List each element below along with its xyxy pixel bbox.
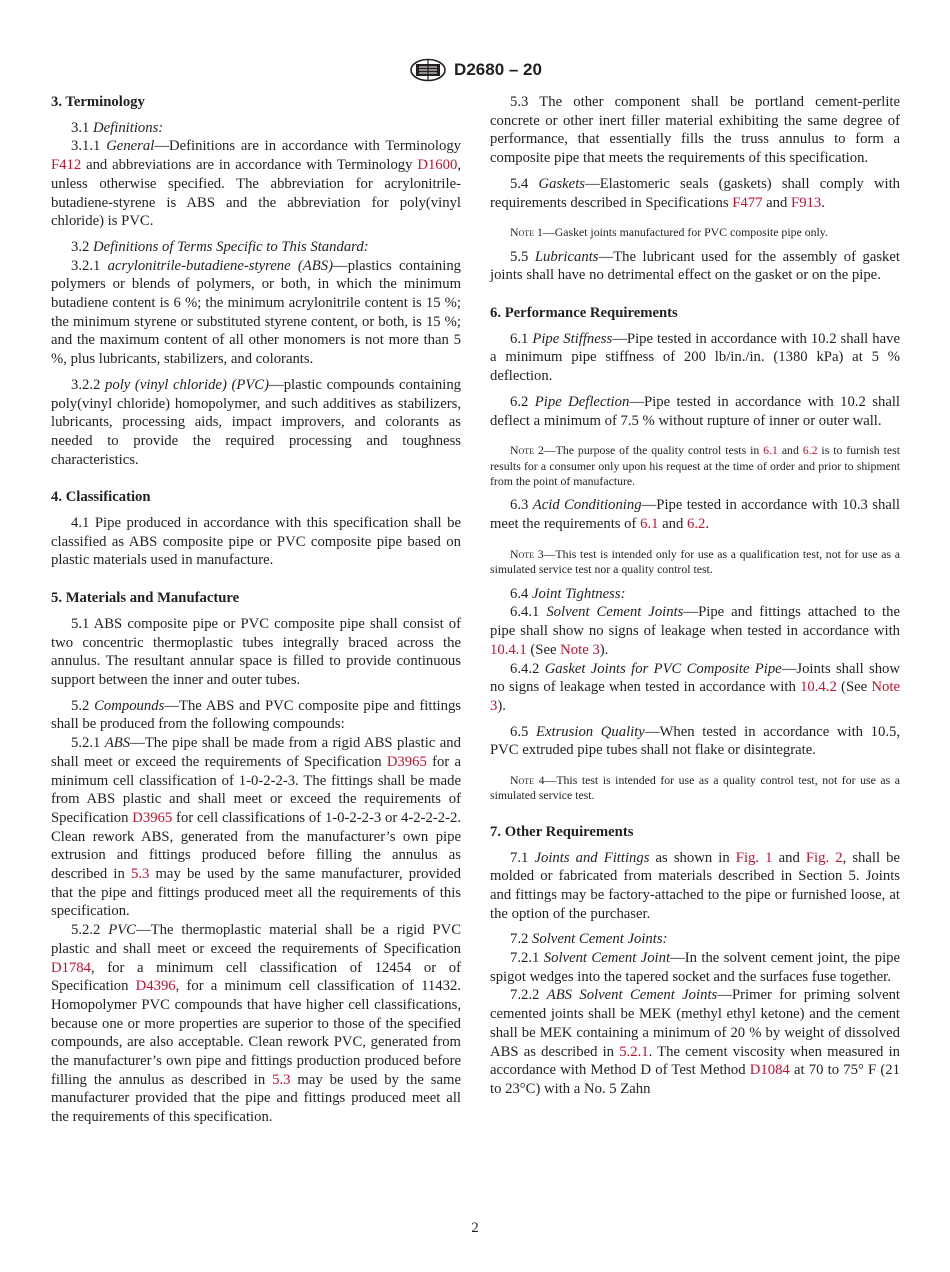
- link-f412[interactable]: F412: [51, 157, 82, 174]
- para-3-1-1: 3.1.1 General—Definitions are in accordance with Terminology F412 and abbreviations are in accordance with Terminology D1600, unless otherwise specified. The abbreviation for acrylonitrile-butadiene-styrene is ABS and the abbreviation for poly(vinyl chloride) is PVC.: [51, 138, 462, 230]
- para-3-2: 3.2 Definitions of Terms Specific to This Standard:: [71, 238, 369, 255]
- link-5-3-2[interactable]: 5.3: [272, 1071, 291, 1088]
- para-6-4-2: 6.4.2 Gasket Joints for PVC Composite Pipe—Joints shall show no signs of leakage when tested in accordance with 10.4.2 (See Note 3).: [490, 660, 901, 714]
- para-6-3: 6.3 Acid Conditioning—Pipe tested in accordance with 10.3 shall meet the requirements of 6.1 and 6.2.: [490, 497, 900, 533]
- section-3-heading: 3. Terminology: [51, 94, 145, 110]
- para-5-2-2: 5.2.2 PVC—The thermoplastic material shall be a rigid PVC plastic and shall meet or exceed the requirements of Specification D1784, for a minimum cell classification of 12454 or of Specification D4396, for a minimum cell classification of 11432. Homopolymer PVC compounds that have higher cell classifications, because one or more properties are superior to those of the specified compounds, are also acceptable. Clean rework PVC, generated from the manufacturer’s own pipe and fittings production produced before filling the annulus as described in 5.3 may be used by the same manufacturer provided that the pipe and fittings produced meet all the requirements of this specification.: [51, 922, 461, 1126]
- link-note-3[interactable]: Note 3: [560, 641, 600, 658]
- section-6-heading: 6. Performance Requirements: [490, 305, 678, 322]
- link-5-3[interactable]: 5.3: [131, 866, 150, 883]
- link-10-4-1[interactable]: 10.4.1: [490, 641, 527, 658]
- link-d4396[interactable]: D4396: [135, 978, 176, 995]
- link-10-4-2[interactable]: 10.4.2: [800, 679, 837, 696]
- para-4-1: 4.1 Pipe produced in accordance with this specification shall be classified as ABS composite pipe or PVC composite pipe based on plastic materials used in manufacture.: [51, 515, 461, 569]
- link-d1784[interactable]: D1784: [51, 959, 91, 976]
- section-5-heading: 5. Materials and Manufacture: [51, 590, 240, 607]
- para-5-2-1: 5.2.1 ABS—The pipe shall be made from a rigid ABS plastic and shall meet or exceed the requirements of Specification D3965 for a minimum cell classification of 1-0-2-2-3. The fittings shall be made from ABS plastic and shall meet or exceed the requirements of Specification D3965 for cell classifications of 1-0-2-2-3 or 4-2-2-2-2. Clean rework ABS, generated from the manufacturer’s own pipe extrusion and fittings produced before filling the annulus as described in 5.3 may be used by the same manufacturer, provided that the pipe and fittings produced meet all the requirements of this specification.: [51, 735, 461, 920]
- para-6-1: 6.1 Pipe Stiffness—Pipe tested in accordance with 10.2 shall have a minimum pipe stiffness of 200 lb/in./in. (1380 kPa) at 5 % deflection.: [490, 330, 900, 385]
- link-5-2-1[interactable]: 5.2.1: [619, 1043, 649, 1060]
- link-fig-2[interactable]: Fig. 2: [805, 849, 843, 866]
- para-6-5: 6.5 Extrusion Quality—When tested in accordance with 10.5, PVC extruded pipe tubes shall not flake or disintegrate.: [490, 723, 901, 759]
- para-6-2: 6.2 Pipe Deflection—Pipe tested in accordance with 10.2 shall deflect a minimum of 7.5 % without rupture of inner or outer wall.: [490, 393, 901, 429]
- link-d1600[interactable]: D1600: [417, 157, 458, 174]
- link-fig-1[interactable]: Fig. 1: [735, 849, 773, 866]
- para-5-1: 5.1 ABS composite pipe or PVC composite pipe shall consist of two concentric thermoplastic tubes integrally braced across the annulus. The resultant annular space is filled to provide continuous support between the inner and outer tubes.: [51, 615, 461, 688]
- link-6-2-b[interactable]: 6.2: [687, 516, 706, 533]
- para-3-1: 3.1 Definitions:: [71, 119, 164, 136]
- note-3: Note 3—This test is intended only for use as a qualification test, not for use as a simulated service test nor a quality control test.: [490, 546, 901, 577]
- link-6-1-b[interactable]: 6.1: [640, 516, 659, 533]
- astm-logo-icon: [408, 58, 448, 82]
- page-header: [0, 55, 950, 85]
- link-d3965[interactable]: D3965: [386, 753, 427, 770]
- link-f913[interactable]: F913: [791, 194, 822, 211]
- note-1: Note 1—Gasket joints manufactured for PVC composite pipe only.: [510, 225, 828, 240]
- para-7-2-2: 7.2.2 ABS Solvent Cement Joints—Primer for priming solvent cemented joints shall be MEK (methyl ethyl ketone) and the cement shall be MEK containing a minimum of 20 % by weight of dissolved ABS as described in 5.2.1. The cement viscosity when measured in accordance with Method D of Test Method D1084 at 70 to 75° F (21 to 23°C) with a No. 5 Zahn: [490, 987, 901, 1097]
- page-number: 2: [471, 1220, 479, 1236]
- link-f477[interactable]: F477: [732, 194, 763, 211]
- link-note-3-b[interactable]: Note 3: [490, 679, 900, 714]
- para-7-1: 7.1 Joints and Fittings as shown in Fig. 1 and Fig. 2, shall be molded or fabricated from materials described in Section 5. Joints and fittings may be factory-attached to the pipe or furnished loose, at the option of the purchaser.: [490, 849, 901, 922]
- link-d3965-2[interactable]: D3965: [132, 809, 173, 826]
- para-5-2: 5.2 Compounds—The ABS and PVC composite pipe and fittings shall be produced from the following compounds:: [51, 697, 462, 733]
- para-7-2-1: 7.2.1 Solvent Cement Joint—In the solvent cement joint, the pipe spigot wedges into the tapered socket and the surfaces fuse together.: [490, 950, 901, 985]
- section-7-heading: 7. Other Requirements: [490, 823, 634, 840]
- para-3-2-1: 3.2.1 acrylonitrile-butadiene-styrene (ABS)—plastics containing polymers or blends of polymers, or both, in which the minimum butadiene content is 6 %; the minimum acrylonitrile content is 15 %; the minimum styrene or substituted styrene content, or both, is 15 %; and the maximum content of all other monomers is not more than 5 %, plus lubricants, stabilizers, and colorants.: [51, 257, 462, 368]
- left-column: [51, 93, 461, 1127]
- note-2: Note 2—The purpose of the quality control tests in 6.1 and 6.2 is to furnish test results for a consumer only upon his request at the time of order and prior to shipment from the point of manufacture.: [490, 443, 900, 489]
- right-column: [490, 93, 900, 1099]
- para-5-5: 5.5 Lubricants—The lubricant used for the assembly of gasket joints shall have no detrimental effect on the gasket or on the pipe.: [490, 248, 900, 284]
- para-3-2-2: 3.2.2 poly (vinyl chloride) (PVC)—plastic compounds containing poly(vinyl chloride) homopolymer, and such additives as stabilizers, lubricants, processing aids, impact improvers, and colorants as needed to provide the required processing and toughness characteristics.: [51, 376, 462, 468]
- para-6-4: 6.4 Joint Tightness:: [510, 585, 626, 602]
- section-4-heading: 4. Classification: [51, 489, 151, 506]
- link-6-1[interactable]: 6.1: [763, 443, 778, 458]
- standard-designation: D2680 – 20: [454, 60, 542, 79]
- link-d1084[interactable]: D1084: [749, 1062, 790, 1079]
- note-4: Note 4—This test is intended for use as a quality control test, not for use as a simulated service test.: [490, 773, 900, 803]
- para-5-3: 5.3 The other component shall be portland cement-perlite concrete or other inert filler material exhibiting the same degree of performance, that essentially fills the truss annulus to form a composite pipe that meets the requirements of this specification.: [490, 94, 900, 167]
- para-5-4: 5.4 Gaskets—Elastomeric seals (gaskets) shall comply with requirements described in Specifications F477 and F913.: [490, 175, 901, 211]
- para-6-4-1: 6.4.1 Solvent Cement Joints—Pipe and fittings attached to the pipe shall show no signs of leakage when tested in accordance with 10.4.1 (See Note 3).: [490, 604, 901, 658]
- para-7-2: 7.2 Solvent Cement Joints:: [510, 931, 668, 948]
- link-6-2[interactable]: 6.2: [802, 443, 818, 458]
